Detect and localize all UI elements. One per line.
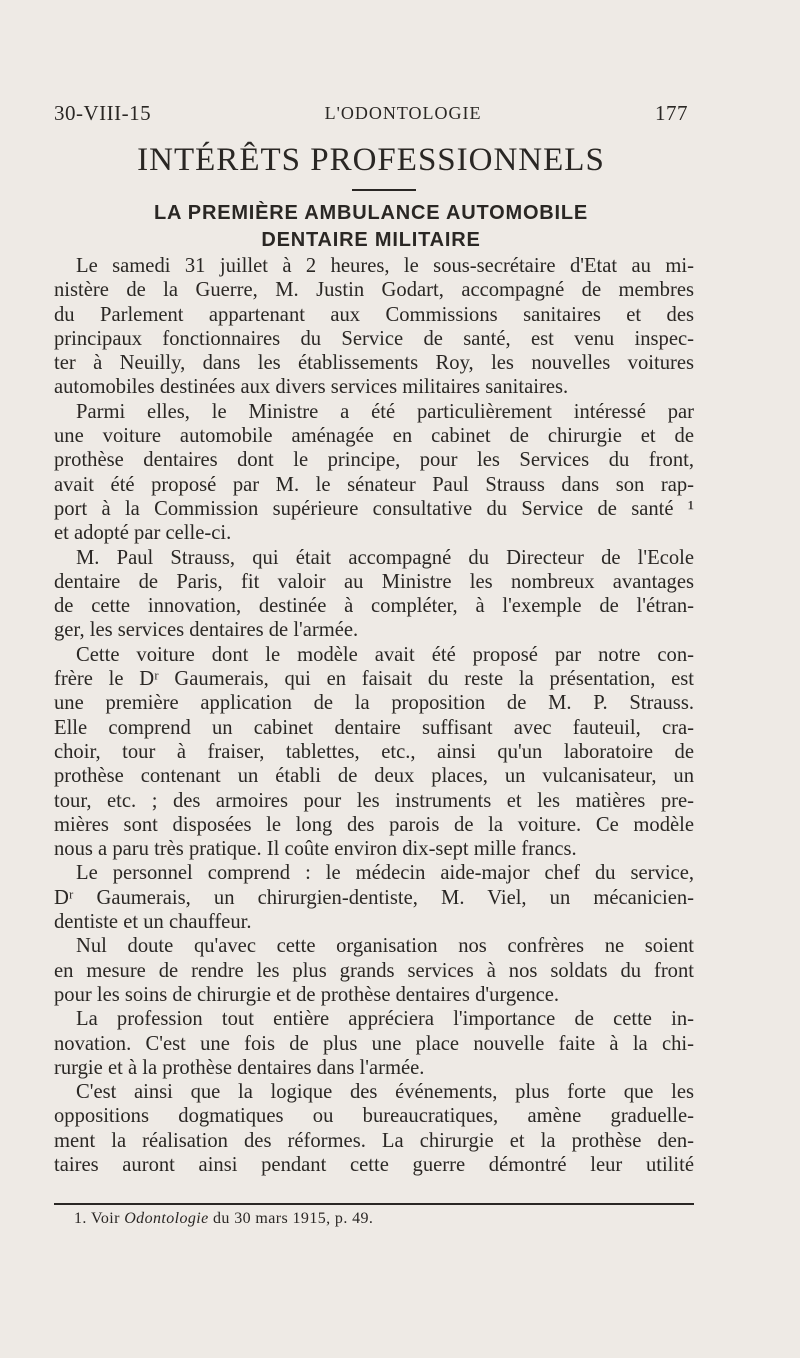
body-line: Le samedi 31 juillet à 2 heures, le sous-secrétaire d'Etat au mi-: [76, 255, 694, 277]
header-journal-title: L'ODONTOLOGIE: [324, 102, 482, 123]
body-line: dentiste et un chauffeur.: [54, 911, 252, 934]
article-title-line-2: DENTAIRE MILITAIRE: [261, 229, 481, 251]
body-line: La profession tout entière appréciera l'importance de cette in-: [76, 1008, 694, 1031]
section-title: INTÉRÊTS PROFESSIONNELS: [137, 142, 605, 178]
title-divider: [352, 189, 416, 191]
body-line: une voiture automobile aménagée en cabinet de chirurgie et de: [54, 425, 694, 448]
body-line: pour les soins de chirurgie et de prothèse dentaires d'urgence.: [54, 983, 560, 1006]
header-page-number: 177: [655, 100, 688, 125]
footnote-number: 1.: [74, 1210, 87, 1227]
body-line: M. Paul Strauss, qui était accompagné du Directeur de l'Ecole: [76, 546, 694, 569]
body-line: Elle comprend un cabinet dentaire suffisant avec fauteuil, cra-: [54, 716, 694, 739]
body-line: principaux fonctionnaires du Service de santé, est venu inspec-: [54, 327, 694, 350]
body-line: Parmi elles, le Ministre a été particulièrement intéressé par: [76, 400, 694, 423]
body-line: ment la réalisation des réformes. La chirurgie et la prothèse den-: [54, 1129, 694, 1152]
body-line: frère le Dʳ Gaumerais, qui en faisait du reste la présentation, est: [54, 668, 694, 691]
article-body: [54, 254, 694, 1177]
body-line: nous a paru très pratique. Il coûte environ dix-sept mille francs.: [54, 838, 577, 861]
body-line: tour, etc. ; des armoires pour les instruments et les matières pre-: [54, 789, 694, 812]
body-line: prothèse dentaires dont le principe, pour les Services du front,: [54, 449, 694, 472]
body-line: avait été proposé par M. le sénateur Paul Strauss dans son rap-: [54, 473, 694, 496]
body-line: ger, les services dentaires de l'armée.: [54, 619, 359, 642]
body-line: dentaire de Paris, fit valoir au Ministre les nombreux avantages: [54, 570, 694, 593]
body-line: automobiles destinées aux divers services militaires sanitaires.: [54, 376, 569, 399]
body-line: prothèse contenant un établi de deux places, un vulcanisateur, un: [54, 765, 694, 788]
body-line: rurgie et à la prothèse dentaires dans l'armée.: [54, 1056, 425, 1079]
header-date: 30-VIII-15: [54, 100, 152, 125]
body-line: C'est ainsi que la logique des événements, plus forte que les: [76, 1081, 694, 1104]
body-line: mières sont disposées le long des parois de la voiture. Ce modèle: [54, 813, 694, 836]
body-line: du Parlement appartenant aux Commissions sanitaires et des: [54, 303, 694, 326]
body-line: Dʳ Gaumerais, un chirurgien-dentiste, M. Viel, un mécanicien-: [54, 886, 694, 909]
body-line: Cette voiture dont le modèle avait été proposé par notre con-: [76, 643, 694, 666]
body-line: choir, tour à fraiser, tablettes, etc., ainsi qu'un laboratoire de: [54, 740, 694, 763]
article-title: [54, 200, 688, 254]
footnote-divider: [54, 1203, 694, 1205]
body-line: Le personnel comprend : le médecin aide-major chef du service,: [76, 862, 694, 885]
body-line: novation. C'est une fois de plus une place nouvelle faite à la chi-: [54, 1032, 694, 1055]
body-line: taires auront ainsi pendant cette guerre démontré leur utilité: [54, 1153, 694, 1176]
body-line: et adopté par celle-ci.: [54, 522, 232, 545]
body-line: nistère de la Guerre, M. Justin Godart, accompagné de membres: [54, 279, 694, 302]
body-line: en mesure de rendre les plus grands services à nos soldats du front: [54, 959, 694, 982]
body-line: oppositions dogmatiques ou bureaucratiques, amène graduelle-: [54, 1105, 694, 1128]
body-line: une première application de la proposition de M. P. Strauss.: [54, 692, 694, 715]
running-header: [54, 98, 688, 128]
body-line: de cette innovation, destinée à compléter, à l'exemple de l'étran-: [54, 595, 694, 618]
body-line: ter à Neuilly, dans les établissements Roy, les nouvelles voitures: [54, 352, 694, 375]
footnote: [74, 1210, 373, 1228]
footnote-prefix: Voir: [90, 1210, 120, 1227]
body-line: Nul doute qu'avec cette organisation nos confrères ne soient: [76, 935, 694, 958]
footnote-journal: Odontologie: [124, 1210, 209, 1227]
article-title-line-1: LA PREMIÈRE AMBULANCE AUTOMOBILE: [153, 202, 589, 224]
footnote-suffix: du 30 mars 1915, p. 49.: [213, 1210, 374, 1227]
body-line: port à la Commission supérieure consultative du Service de santé ¹: [54, 497, 694, 520]
